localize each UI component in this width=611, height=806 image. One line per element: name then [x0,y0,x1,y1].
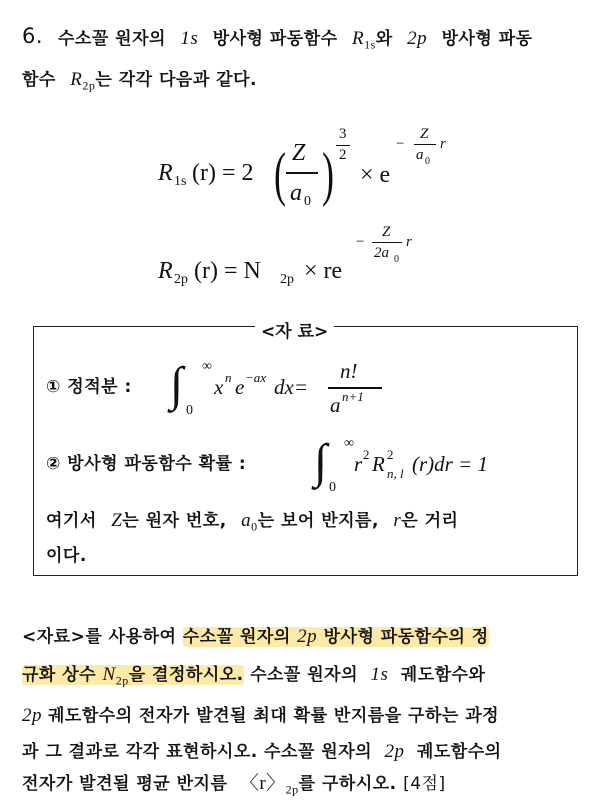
n-sub: 2p [115,673,129,688]
question-text: 과 그 결과로 각각 표현하시오. 수소꼴 원자의 [22,742,373,762]
note-text: 은 거리 [401,511,459,531]
integral-sign: ∫ [314,435,328,488]
right-paren: ) [321,141,334,207]
question-text: 방사형 파동함수의 정 [323,627,489,647]
n-symbol: N [102,664,116,685]
equation-r2p [158,224,458,304]
r-symbol: r [393,510,402,531]
r-symbol: R [372,452,385,476]
orbital-1s: 1s [180,28,199,49]
r-subscript: 1s [364,37,376,52]
exp-num: Z [420,126,429,142]
integrand-x: x [214,375,224,399]
question-text: 을 결정하시오. [128,665,244,685]
question-text: 궤도함수와 [400,665,486,685]
note-line-2: 이다. [46,546,87,566]
exp-den-sub: 0 [425,156,430,167]
note-text: 는 원자 번호, [122,511,227,531]
item-label: ② 방사형 파동함수 확률 : [46,454,247,474]
orbital-2p: 2p [384,741,405,762]
times-e: × e [360,162,391,188]
eq-lhs-sub: 2p [174,272,188,287]
integrand-r: r [354,452,363,476]
points-badge: [4점] [403,774,446,794]
lower-limit: 0 [329,480,336,495]
exp-sign: − [396,136,405,152]
n-sub: 2p [280,272,294,287]
frac-den: a [290,180,302,206]
power-num: 3 [339,126,347,142]
orbital-2p: 2p [22,705,42,726]
data-box-title: <자 료> [255,317,334,342]
a0-sub: 0 [251,519,258,534]
exp-den: 2a [374,245,389,261]
frac-num: Z [292,140,306,166]
upper-limit: ∞ [202,359,212,374]
frac-den-sub: 0 [304,194,311,209]
intro-text: 는 각각 다음과 같다. [95,70,257,90]
intro-text: 방사형 파동함수 [212,29,338,49]
question-line-3 [22,706,499,725]
frac-num: n! [340,359,358,383]
eq-arg: (r) = N [194,258,261,284]
question-line-5 [22,774,446,795]
exp-bar [372,242,402,243]
orbital-2p: 2p [407,28,428,49]
intro-text: 함수 [22,70,56,90]
mean-r-symbol: 〈r〉 [239,773,286,794]
highlighted-text [183,627,489,647]
eq-lhs-sub: 1s [174,174,187,189]
r-sub: n, l [387,466,404,481]
question-text: <자료>를 사용하여 [22,627,177,647]
item-label: ① 정적분 : [46,377,132,397]
question-text: 궤도함수의 전자가 발견될 최대 확률 반지름을 구하는 과정 [48,706,500,726]
intro-line-2 [22,70,257,91]
integral-rest: (r)dr = 1 [412,452,489,476]
intro-text: 방사형 파동 [441,29,533,49]
power-bar [336,145,350,146]
question-text: 수소꼴 원자의 [182,627,291,647]
exp-bar [414,144,436,145]
intro-line-1 [58,29,533,50]
question-line-4 [22,742,502,761]
orbital-2p: 2p [297,626,318,647]
dx: dx= [274,375,308,399]
question-text: 궤도함수의 [416,742,502,762]
data-item-integral [46,355,566,425]
power-den: 2 [339,147,347,163]
frac-den: a [330,393,341,417]
exp-den-sub: 0 [394,254,399,265]
question-line-2 [22,665,485,686]
intro-text: 와 [375,29,393,49]
problem-number: 6. [22,24,44,48]
times-re: × re [304,258,343,284]
equation-r1s [158,126,458,216]
left-paren: ( [273,141,286,207]
r-symbol: R [352,28,365,49]
z-symbol: Z [111,510,123,531]
sup-ax: −ax [245,370,267,385]
integrand-e: e [235,375,245,399]
question-text: 규화 상수 [22,665,97,685]
exp-num: Z [382,224,391,240]
question-text: 전자가 발견될 평균 반지름 [22,774,228,794]
sup-n: n [225,370,232,385]
eq-arg: (r) = 2 [192,160,254,186]
question-text: 를 구하시오. [298,774,397,794]
exp-r: r [440,136,446,152]
integral-sign: ∫ [170,358,184,411]
exp-den: a [416,147,424,163]
intro-text: 수소꼴 원자의 [58,29,166,49]
a0-symbol: a [241,510,252,531]
exp-sign: − [356,234,365,250]
r-sup: 2 [387,447,394,462]
note-text: 는 보어 반지름, [257,511,379,531]
upper-limit: ∞ [344,436,354,451]
frac-bar [286,172,318,174]
eq-lhs: R [158,160,173,186]
orbital-1s: 1s [370,664,389,685]
r-subscript: 2p [82,78,96,93]
question-text: 수소꼴 원자의 [250,665,359,685]
frac-den-sup: n+1 [342,389,364,404]
question-line-1 [22,627,489,646]
note-text: 여기서 [46,511,97,531]
mean-r-sub: 2p [285,782,299,797]
sup-2: 2 [363,447,370,462]
exp-r: r [406,234,412,250]
highlighted-text [22,664,244,688]
data-item-probability [46,432,566,502]
lower-limit: 0 [186,403,193,418]
note-line-1 [46,511,458,532]
eq-lhs: R [158,258,173,284]
r-symbol: R [70,69,83,90]
